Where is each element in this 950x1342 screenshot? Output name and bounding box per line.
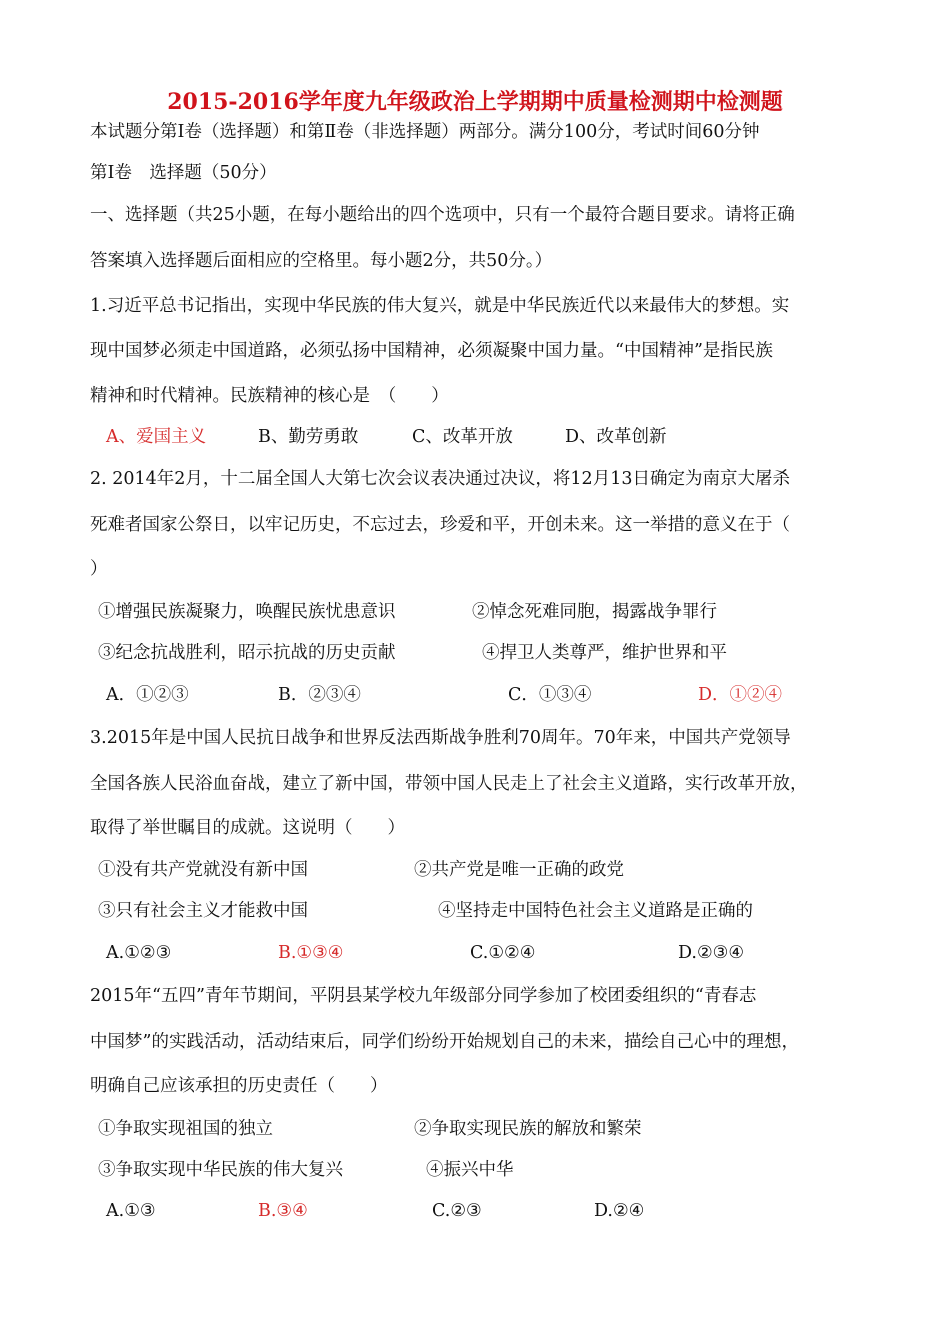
q2-option-b: B．②③④ (278, 685, 361, 705)
q2-stem-line-2: 死难者国家公祭日，以牢记历史，不忘过去，珍爱和平，开创未来。这一举措的意义在于（ (90, 515, 790, 535)
q4-stem-line-3: 明确自己应该承担的历史责任（ ） (90, 1076, 388, 1096)
q2-stem-line-1: 2. 2014年2月，十二届全国人大第七次会议表决通过决议，将12月13日确定为南京大屠杀 (90, 469, 790, 489)
q3-option-d: D.②③④ (678, 943, 745, 963)
instructions-line-2: 答案填入选择题后面相应的空格里。每小题2分，共50分。） (90, 251, 553, 271)
exam-title: 2015-2016学年度九年级政治上学期期中质量检测期中检测题 (167, 89, 783, 115)
q2-statement-3: ③纪念抗战胜利，昭示抗战的历史贡献 (98, 643, 396, 663)
q3-stem-line-3: 取得了举世瞩目的成就。这说明（ ） (90, 818, 405, 838)
q2-option-d-correct: D．①②④ (698, 685, 783, 705)
q3-statement-4: ④坚持走中国特色社会主义道路是正确的 (438, 901, 753, 921)
q2-statement-4: ④捍卫人类尊严，维护世界和平 (482, 643, 727, 663)
q4-statement-4: ④振兴中华 (426, 1160, 514, 1180)
q1-option-a-correct: A、爱国主义 (106, 427, 207, 447)
q3-statement-1: ①没有共产党就没有新中国 (98, 860, 308, 880)
q2-option-c: C．①③④ (508, 685, 592, 705)
q4-option-d: D.②④ (594, 1201, 645, 1221)
part-heading: 第Ⅰ卷 选择题（50分） (90, 163, 277, 183)
q4-statement-3: ③争取实现中华民族的伟大复兴 (98, 1160, 343, 1180)
q2-option-a: A．①②③ (106, 685, 189, 705)
q2-statement-1: ①增强民族凝聚力，唤醒民族忧患意识 (98, 602, 396, 622)
q1-option-c: C、改革开放 (412, 427, 513, 447)
q4-statement-1: ①争取实现祖国的独立 (98, 1119, 273, 1139)
q3-statement-3: ③只有社会主义才能救中国 (98, 901, 308, 921)
q3-option-c: C.①②④ (470, 943, 536, 963)
exam-intro: 本试题分第Ⅰ卷（选择题）和第Ⅱ卷（非选择题）两部分。满分100分，考试时间60分钟 (90, 122, 760, 142)
q2-statement-2: ②悼念死难同胞，揭露战争罪行 (472, 602, 717, 622)
q4-statement-2: ②争取实现民族的解放和繁荣 (414, 1119, 642, 1139)
q3-stem-line-2: 全国各族人民浴血奋战，建立了新中国，带领中国人民走上了社会主义道路，实行改革开放， (90, 774, 808, 794)
q3-statement-2: ②共产党是唯一正确的政党 (414, 860, 624, 880)
q2-stem-line-3: ） (90, 559, 108, 579)
q4-option-a: A.①③ (106, 1201, 156, 1221)
q1-stem-line-3: 精神和时代精神。民族精神的核心是 （ ） (90, 386, 449, 406)
q3-stem-line-1: 3.2015年是中国人民抗日战争和世界反法西斯战争胜利70周年。70年来，中国共产党领导 (90, 728, 791, 748)
instructions-line-1: 一、选择题（共25小题，在每小题给出的四个选项中，只有一个最符合题目要求。请将正确 (90, 205, 795, 225)
q1-stem-line-1: 1.习近平总书记指出，实现中华民族的伟大复兴，就是中华民族近代以来最伟大的梦想。实 (90, 296, 790, 316)
q3-option-a: A.①②③ (106, 943, 172, 963)
q4-option-b-correct: B.③④ (258, 1201, 308, 1221)
q4-stem-line-2: 中国梦”的实践活动，活动结束后，同学们纷纷开始规划自己的未来，描绘自己心中的理想， (90, 1032, 799, 1052)
q4-stem-line-1: 2015年“五四”青年节期间，平阴县某学校九年级部分同学参加了校团委组织的“青春志 (90, 986, 757, 1006)
q3-option-b-correct: B.①③④ (278, 943, 344, 963)
q1-option-b: B、勤劳勇敢 (258, 427, 359, 447)
q1-stem-line-2: 现中国梦必须走中国道路，必须弘扬中国精神，必须凝聚中国力量。“中国精神”是指民族 (90, 341, 773, 361)
q4-option-c: C.②③ (432, 1201, 482, 1221)
q1-option-d: D、改革创新 (565, 427, 667, 447)
